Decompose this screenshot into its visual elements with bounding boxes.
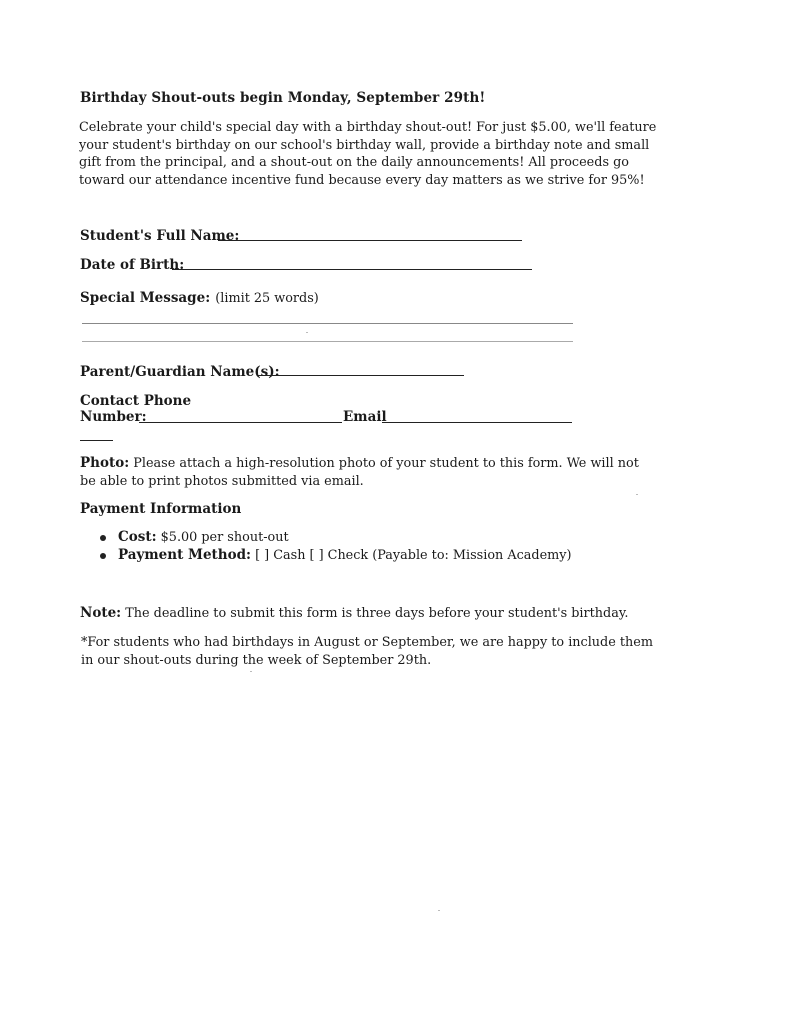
special-message-heading xyxy=(80,287,319,306)
intro-line: toward our attendance incentive fund because every day matters as we strive for 95%! xyxy=(79,172,645,188)
payment-method-item xyxy=(98,547,572,565)
deadline-note xyxy=(80,605,628,621)
scan-speck xyxy=(250,671,252,672)
bullet-icon xyxy=(100,535,106,541)
page-title: Birthday Shout-outs begin Monday, September 29th! xyxy=(80,90,486,106)
intro-line: Celebrate your child's special day with a birthday shout-out! For just $5.00, we'll feature xyxy=(79,120,657,135)
cost-value: $5.00 per shout-out xyxy=(160,530,289,545)
intro-line: your student's birthday on our school's birthday wall, provide a birthday note and small xyxy=(79,137,650,153)
phone-label-line2: Number: xyxy=(80,409,147,425)
payment-heading: Payment Information xyxy=(80,501,242,517)
email-field[interactable] xyxy=(382,422,572,423)
scan-speck xyxy=(438,910,440,911)
photo-text-1: Please attach a high-resolution photo of your student to this form. We will not xyxy=(133,456,639,471)
dob-label: Date of Birth: xyxy=(80,257,185,273)
payment-method-value: [ ] Cash [ ] Check (Payable to: Mission Academy) xyxy=(255,547,572,563)
special-message-label: Special Message: xyxy=(80,290,211,306)
photo-label: Photo: xyxy=(80,455,130,471)
phone-field[interactable] xyxy=(139,422,342,423)
footnote xyxy=(81,634,653,669)
intro-paragraph xyxy=(79,119,657,189)
parent-name-label: Parent/Guardian Name(s): xyxy=(80,364,280,380)
message-line-1[interactable] xyxy=(82,323,573,324)
note-label: Note: xyxy=(80,605,122,621)
photo-text-2: be able to print photos submitted via email. xyxy=(80,473,364,489)
cost-label: Cost: xyxy=(118,529,157,545)
scan-speck xyxy=(306,332,308,333)
dob-field[interactable] xyxy=(172,269,532,270)
bullet-icon xyxy=(100,553,106,559)
parent-name-field[interactable] xyxy=(258,375,464,376)
email-field-continuation[interactable] xyxy=(80,440,113,441)
footnote-line: *For students who had birthdays in August or September, we are happy to include them xyxy=(81,635,653,650)
payment-method-label: Payment Method: xyxy=(118,546,252,563)
photo-paragraph xyxy=(80,455,639,490)
payment-list xyxy=(98,529,572,564)
footnote-line: in our shout-outs during the week of September 29th. xyxy=(81,652,432,668)
email-label: Email xyxy=(343,409,387,425)
message-line-2[interactable] xyxy=(82,341,573,342)
intro-line: gift from the principal, and a shout-out on the daily announcements! All proceeds go xyxy=(79,155,629,170)
phone-label-line1: Contact Phone xyxy=(80,393,192,409)
photo-line-1 xyxy=(80,455,639,473)
special-message-hint: (limit 25 words) xyxy=(215,291,319,306)
scan-speck xyxy=(636,494,638,495)
payment-cost-item xyxy=(98,529,572,547)
student-name-label: Student's Full Name: xyxy=(80,228,240,244)
note-text: The deadline to submit this form is three days before your student's birthday. xyxy=(125,606,629,621)
student-name-field[interactable] xyxy=(218,240,522,241)
